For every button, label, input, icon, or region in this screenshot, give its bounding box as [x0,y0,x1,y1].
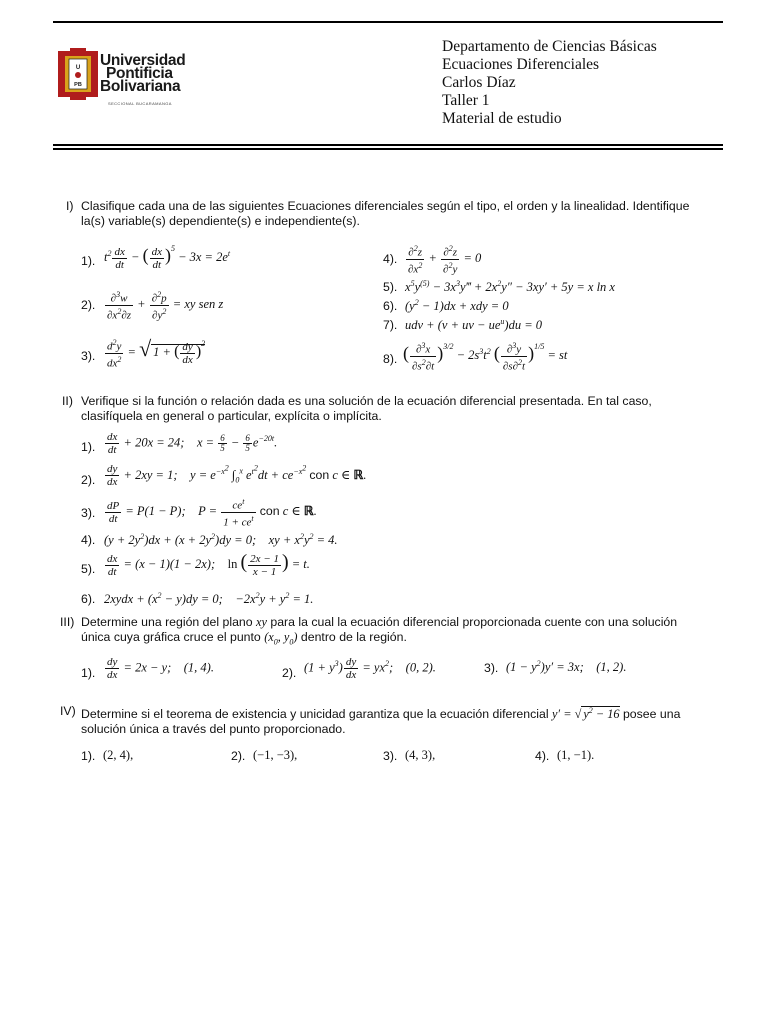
s2-item-4-equation: $(y + 2y^2)dx + (x + 2y^2)dy = 0$; xy + $x^2y^2 = 4$. [104,532,338,548]
s3-item-1-label: 1). [81,666,96,680]
s1-item-3-label: 3). [81,349,96,363]
header-rule-2 [53,148,723,150]
logo-line-2: Pontificia [106,65,173,82]
s1-item-6-equation: $(y^2 - 1)dx$ + xdy = 0 [405,298,509,314]
author-name: Carlos Díaz [442,74,516,91]
section-3-text-c: dentro de la región. [300,629,407,644]
top-rule [53,21,723,23]
s2-item-6-label: 6). [81,592,96,606]
s3-item-1-equation: $\frac{dy}{dx}$ = 2x − y; (1, 4). [107,656,214,681]
section-3-label: III) [60,615,75,629]
s3-item-2-label: 2). [282,666,297,680]
s2-item-3-label: 3). [81,506,96,520]
header-rule-1 [53,144,723,146]
s4-item-3-point: (4, 3), [405,748,436,762]
section-3-text-b: para la cual la ecuación diferencial proporcionada cuente con una solución única cuya gráfica cruce el punto [81,615,678,644]
logo-line-3: Bolivariana [100,78,181,95]
section-3-text: Determine una región del plano xy para la cual la ecuación diferencial proporcionada cuente con una solución única cuya gráfica cruce el punto ($x_0$, $y_0$) dentro de la región. [81,615,678,646]
section-1-label: I) [66,199,74,213]
s4-item-4-point: (1, −1). [557,748,595,762]
s4-item-2-label: 2). [231,749,246,763]
s4-item-1-label: 1). [81,749,96,763]
svg-text:U: U [75,65,81,71]
s2-item-5-equation: $\frac{dx}{dt}$ = (x − 1)(1 − 2x); ln ( $\frac{2x - 1}{x - 1}$ ) = t. [107,551,310,578]
s1-item-2-equation: $\frac{\partial^3w}{\partial x^2\partial z}$ + $\frac{\partial^2p}{\partial y^2}$ = xy sen z [107,290,224,322]
s1-item-1-equation: $t^2$ $\frac{dx}{dt}$ − ( $\frac{dx}{dt}$ )$^5 - 3x = 2e^t$ [104,244,231,271]
s1-item-5-label: 5). [383,280,398,294]
s2-item-5-label: 5). [81,562,96,576]
s1-item-7-equation: udv + (v + uv − $ue^u)du = 0$ [405,317,543,333]
section-4-text-a: Determine si el teorema de existencia y unicidad garantiza que la ecuación diferencial [81,707,549,722]
s2-item-1-label: 1). [81,440,96,454]
s1-item-8-equation: ( $\frac{\partial^3x}{\partial s^2\partial t}$ )$^{3/2} - 2s^3t^2$ ( $\frac{\partial^3y}{\partial s\partial^2t}$ )$^{1/5}$ = st [403,341,568,373]
workshop-title: Taller 1 [442,92,490,109]
s3-item-2-equation: $(1 + y^3)$ $\frac{dy}{dx}$ = $yx^2$; (0, 2). [304,656,436,681]
department-title: Departamento de Ciencias Básicas [442,38,657,55]
s2-item-4-label: 4). [81,533,96,547]
s1-item-5-equation: $x^5y^{(5)}$ − $3x^3y‴ + 2x^2y'' - 3xy' + 5y = x$ ln x [405,279,615,295]
s1-item-1-label: 1). [81,254,96,268]
section-1-text: Clasifique cada una de las siguientes Ecuaciones diferenciales según el tipo, el orden y la linealidad. Identifique la(s) variable(s) dependiente(s) e independiente(s). [81,199,690,228]
s1-item-7-label: 7). [383,318,398,332]
section-4-label: IV) [60,704,76,718]
s2-item-3-equation: $\frac{dP}{dt}$ = P(1 − P); P = $\frac{ce^t}{1 + ce^t}$ con c ∈ ℝ. [107,497,317,529]
s1-item-3-equation: $\frac{d^2y}{dx^2}$ = √ 1 + ( $\frac{dy}{dx}$ )$^2$ [107,336,206,370]
s2-item-2-label: 2). [81,473,96,487]
s2-item-1-equation: $\frac{dx}{dt}$ + 20x = 24; x = $\frac{6}{5}$ − $\frac{6}{5}$ $e^{-20t}$. [107,431,278,456]
s2-item-2-equation: $\frac{dy}{dx}$ + 2xy = 1; $y = e^{-x^2}$ $\int_0^x$ $e^{t^2}dt + ce^{-x^2}$ con c ∈ ℝ. [107,463,367,489]
s4-item-2-point: (−1, −3), [253,748,298,762]
s4-item-3-label: 3). [383,749,398,763]
section-3-text-a: Determine una región del plano [81,615,253,629]
section-4-text-b: posee una solución única a través del punto proporcionado. [81,707,681,736]
con-text-2: con [259,504,280,519]
s1-item-2-label: 2). [81,298,96,312]
s2-item-6-equation: 2xydx + $(x^2 - y)dy = 0$; $-2x^2y + y^2 = 1$. [104,591,314,607]
section-2-text: Verifique si la función o relación dada es una solución de la ecuación diferencial presentada. En tal caso, clasifíquela en general o particular, explícita o implícita. [81,394,652,423]
s1-item-4-label: 4). [383,252,398,266]
con-text-1: con [309,467,330,482]
s1-item-4-equation: $\frac{\partial^2z}{\partial x^2}$ + $\frac{\partial^2z}{\partial^2y}$ = 0 [408,244,482,276]
s1-item-8-label: 8). [383,352,398,366]
s3-item-3-equation: $(1 - y^2)y' = 3x$; (1, 2). [506,659,627,675]
material-title: Material de estudio [442,110,562,127]
university-logo [57,48,197,110]
logo-line-1: Universidad [100,52,186,69]
logo-subtitle: SECCIONAL BUCARAMANGA [108,101,172,106]
s1-item-6-label: 6). [383,299,398,313]
shield-icon [57,48,99,100]
s4-item-4-label: 4). [535,749,550,763]
s4-item-1-point: (2, 4), [103,748,134,762]
s3-item-3-label: 3). [484,661,499,675]
svg-text:PB: PB [74,82,82,88]
section-4-text: Determine si el teorema de existencia y unicidad garantiza que la ecuación diferencial y′ = √ $y^2 - 16$ posee una solución única a través del punto proporcionado. [81,706,681,736]
course-title: Ecuaciones Diferenciales [442,56,600,73]
section-2-label: II) [62,394,73,408]
